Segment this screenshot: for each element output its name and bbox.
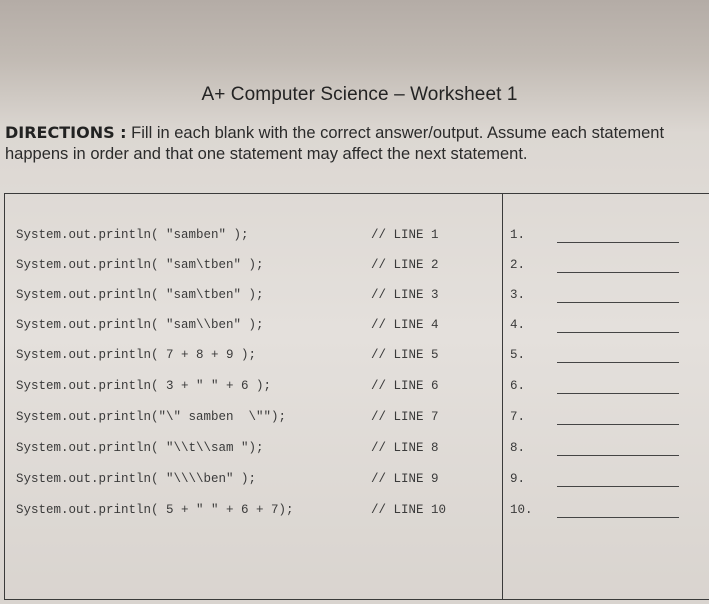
- code-statement: System.out.println("\" samben \"");: [16, 410, 287, 424]
- answer-blank[interactable]: [557, 332, 679, 333]
- answer-blank[interactable]: [557, 517, 679, 518]
- answer-number: 10.: [510, 503, 533, 517]
- exercise-row: [5, 441, 709, 465]
- line-comment: // LINE 7: [371, 410, 439, 424]
- code-statement: System.out.println( 3 + " " + 6 );: [16, 379, 272, 393]
- exercise-row: [5, 318, 709, 342]
- exercise-row: [5, 503, 709, 527]
- line-comment: // LINE 5: [371, 348, 439, 362]
- answer-number: 7.: [510, 410, 526, 424]
- answer-blank[interactable]: [557, 302, 679, 303]
- exercise-row: [5, 288, 709, 312]
- code-statement: System.out.println( "sam\tben" );: [16, 258, 264, 272]
- answer-number: 3.: [510, 288, 526, 302]
- exercise-row: [5, 379, 709, 403]
- exercise-row: [5, 472, 709, 496]
- answer-number: 2.: [510, 258, 526, 272]
- line-comment: // LINE 1: [371, 228, 439, 242]
- code-statement: System.out.println( 7 + 8 + 9 );: [16, 348, 257, 362]
- directions-label: DIRECTIONS :: [5, 123, 127, 142]
- exercise-row: [5, 410, 709, 434]
- answer-blank[interactable]: [557, 424, 679, 425]
- code-statement: System.out.println( "sam\tben" );: [16, 288, 264, 302]
- answer-number: 4.: [510, 318, 526, 332]
- answer-number: 6.: [510, 379, 526, 393]
- code-statement: System.out.println( "samben" );: [16, 228, 249, 242]
- exercise-table: [4, 193, 709, 600]
- exercise-row: [5, 258, 709, 282]
- line-comment: // LINE 3: [371, 288, 439, 302]
- line-comment: // LINE 8: [371, 441, 439, 455]
- answer-number: 5.: [510, 348, 526, 362]
- code-statement: System.out.println( "\\t\\sam ");: [16, 441, 264, 455]
- line-comment: // LINE 9: [371, 472, 439, 486]
- answer-number: 9.: [510, 472, 526, 486]
- answer-blank[interactable]: [557, 272, 679, 273]
- answer-number: 1.: [510, 228, 526, 242]
- code-statement: System.out.println( 5 + " " + 6 + 7);: [16, 503, 294, 517]
- line-comment: // LINE 2: [371, 258, 439, 272]
- answer-blank[interactable]: [557, 242, 679, 243]
- code-statement: System.out.println( "sam\\ben" );: [16, 318, 264, 332]
- exercise-row: [5, 348, 709, 372]
- code-statement: System.out.println( "\\\\ben" );: [16, 472, 257, 486]
- answer-number: 8.: [510, 441, 526, 455]
- answer-blank[interactable]: [557, 362, 679, 363]
- answer-blank[interactable]: [557, 486, 679, 487]
- line-comment: // LINE 6: [371, 379, 439, 393]
- line-comment: // LINE 4: [371, 318, 439, 332]
- worksheet-title: A+ Computer Science – Worksheet 1: [201, 84, 518, 105]
- exercise-row: [5, 228, 709, 252]
- directions: [5, 122, 695, 165]
- directions-text: Fill in each blank with the correct answer/output. Assume each statement happens in order and that one statement may affect the next statement.: [5, 124, 665, 163]
- line-comment: // LINE 10: [371, 503, 447, 517]
- answer-blank[interactable]: [557, 393, 679, 394]
- answer-blank[interactable]: [557, 455, 679, 456]
